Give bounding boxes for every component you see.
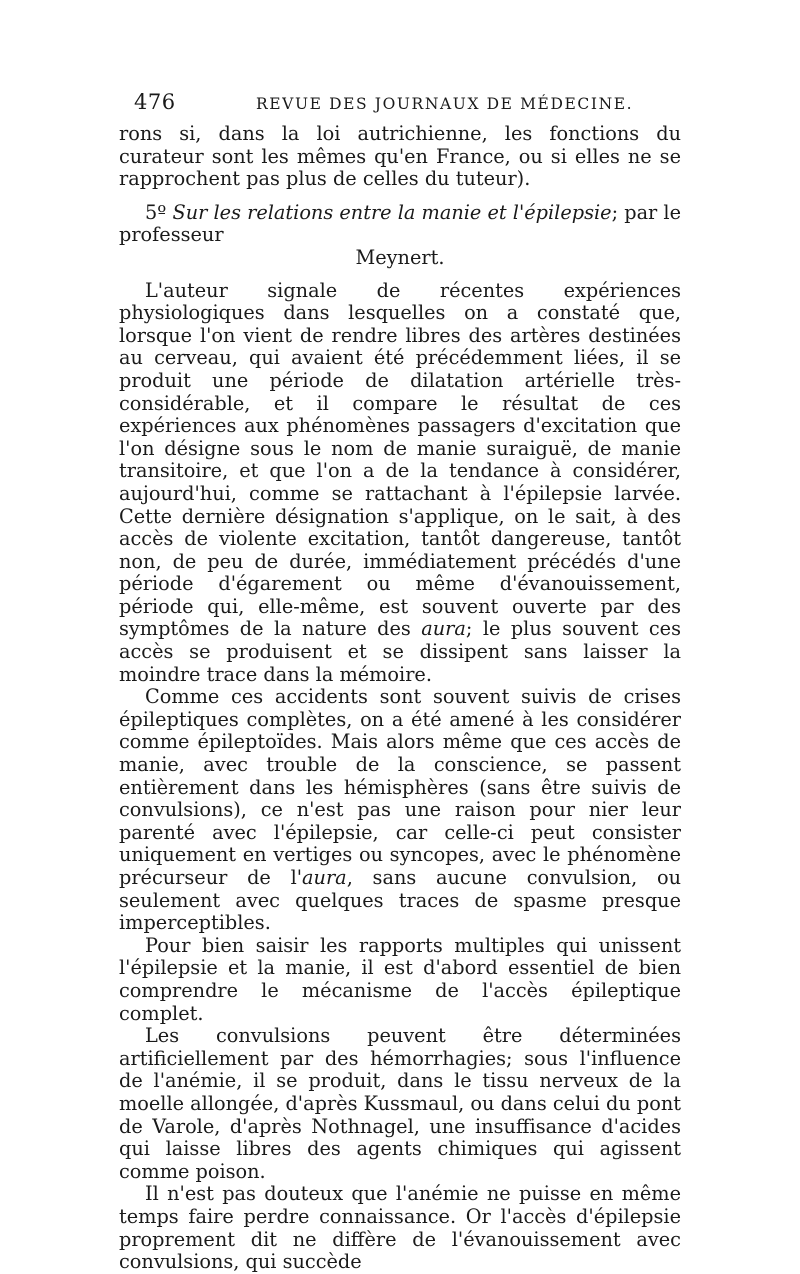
paragraph-text: Comme ces accidents sont souvent suivis de crises épileptiques complètes, on a été amené à les considérer comme épileptoïdes. Mais alors même que ces accès de manie, avec trouble de la conscience, se passent entièrement dans les hémisphères (sans être suivis de convulsions), ce n'est pas une raison pour nier leur parenté avec l'épilepsie, car celle-ci peut consister uniquement en vertiges ou syncopes, avec le phénomène précurseur de l' [119, 685, 681, 889]
section-title: Sur les relations entre la manie et l'épilepsie [172, 200, 612, 224]
running-header [134, 90, 678, 120]
paragraph [119, 686, 681, 935]
paragraph [119, 280, 681, 687]
section-number: 5º [145, 200, 167, 224]
section-byline: ; par le professeur [119, 200, 682, 247]
paragraph: Pour bien saisir les rapports multiples qui unissent l'épilepsie et la manie, il est d'abord essentiel de bien comprendre le mécanisme de l'accès épileptique complet. [119, 933, 681, 1025]
page-number: 476 [134, 90, 176, 114]
paragraph: Les convulsions peuvent être déterminées artificiellement par des hémorrhagies; sous l'influence de l'anémie, il se produit, dans le tissu nerveux de la moelle allongée, d'après Kussmaul, ou dans celui du pont de Varole, d'après Nothnagel, une insuffisance d'acides qui laisse libres des agents chimiques qui agissent comme poison. [119, 1024, 681, 1183]
opening-paragraph: rons si, dans la loi autrichienne, les fonctions du curateur sont les mêmes qu'en France, ou si elles ne se rapprochent pas plus de celles du tuteur). [119, 122, 681, 191]
journal-title: REVUE DES JOURNAUX DE MÉDECINE. [256, 95, 634, 113]
section-author: Meynert. [355, 245, 445, 269]
italic-term: aura [421, 617, 466, 641]
paragraph-text: ; le plus souvent ces accès se produisent et se dissipent sans laisser la moindre trace dans la mémoire. [119, 617, 681, 686]
paragraph-text: L'auteur signale de récentes expériences physiologiques dans lesquelles on a constaté que, lorsque l'on vient de rendre libres des artères destinées au cerveau, qui avaient été précédemment liées, il se produit une période de dilatation artérielle très-considérable, et il compare le résultat de ces expériences aux phénomènes passagers d'excitation que l'on désigne sous le nom de manie suraiguë, de manie transitoire, et que l'on a de la tendance à considérer, aujourd'hui, comme se rattachant à l'épilepsie larvée. Cette dernière désignation s'applique, on le sait, à des accès de violente excitation, tantôt dangereuse, tantôt non, de peu de durée, immédiatement précédés d'une période d'égarement ou même d'évanouissement, période qui, elle-même, est souvent ouverte par des symptômes de la nature des [119, 278, 681, 641]
article-body [119, 123, 681, 1274]
paragraph: Il n'est pas douteux que l'anémie ne puisse en même temps faire perdre connaissance. Or l'accès d'épilepsie proprement dit ne diffère de l'évanouissement avec convulsions, qui succède [119, 1182, 681, 1274]
italic-term: aura [302, 866, 347, 889]
section-heading [119, 202, 681, 270]
paragraph-text: , sans aucune convulsion, ou seulement avec quelques traces de spasme presque imperceptibles. [119, 866, 681, 935]
